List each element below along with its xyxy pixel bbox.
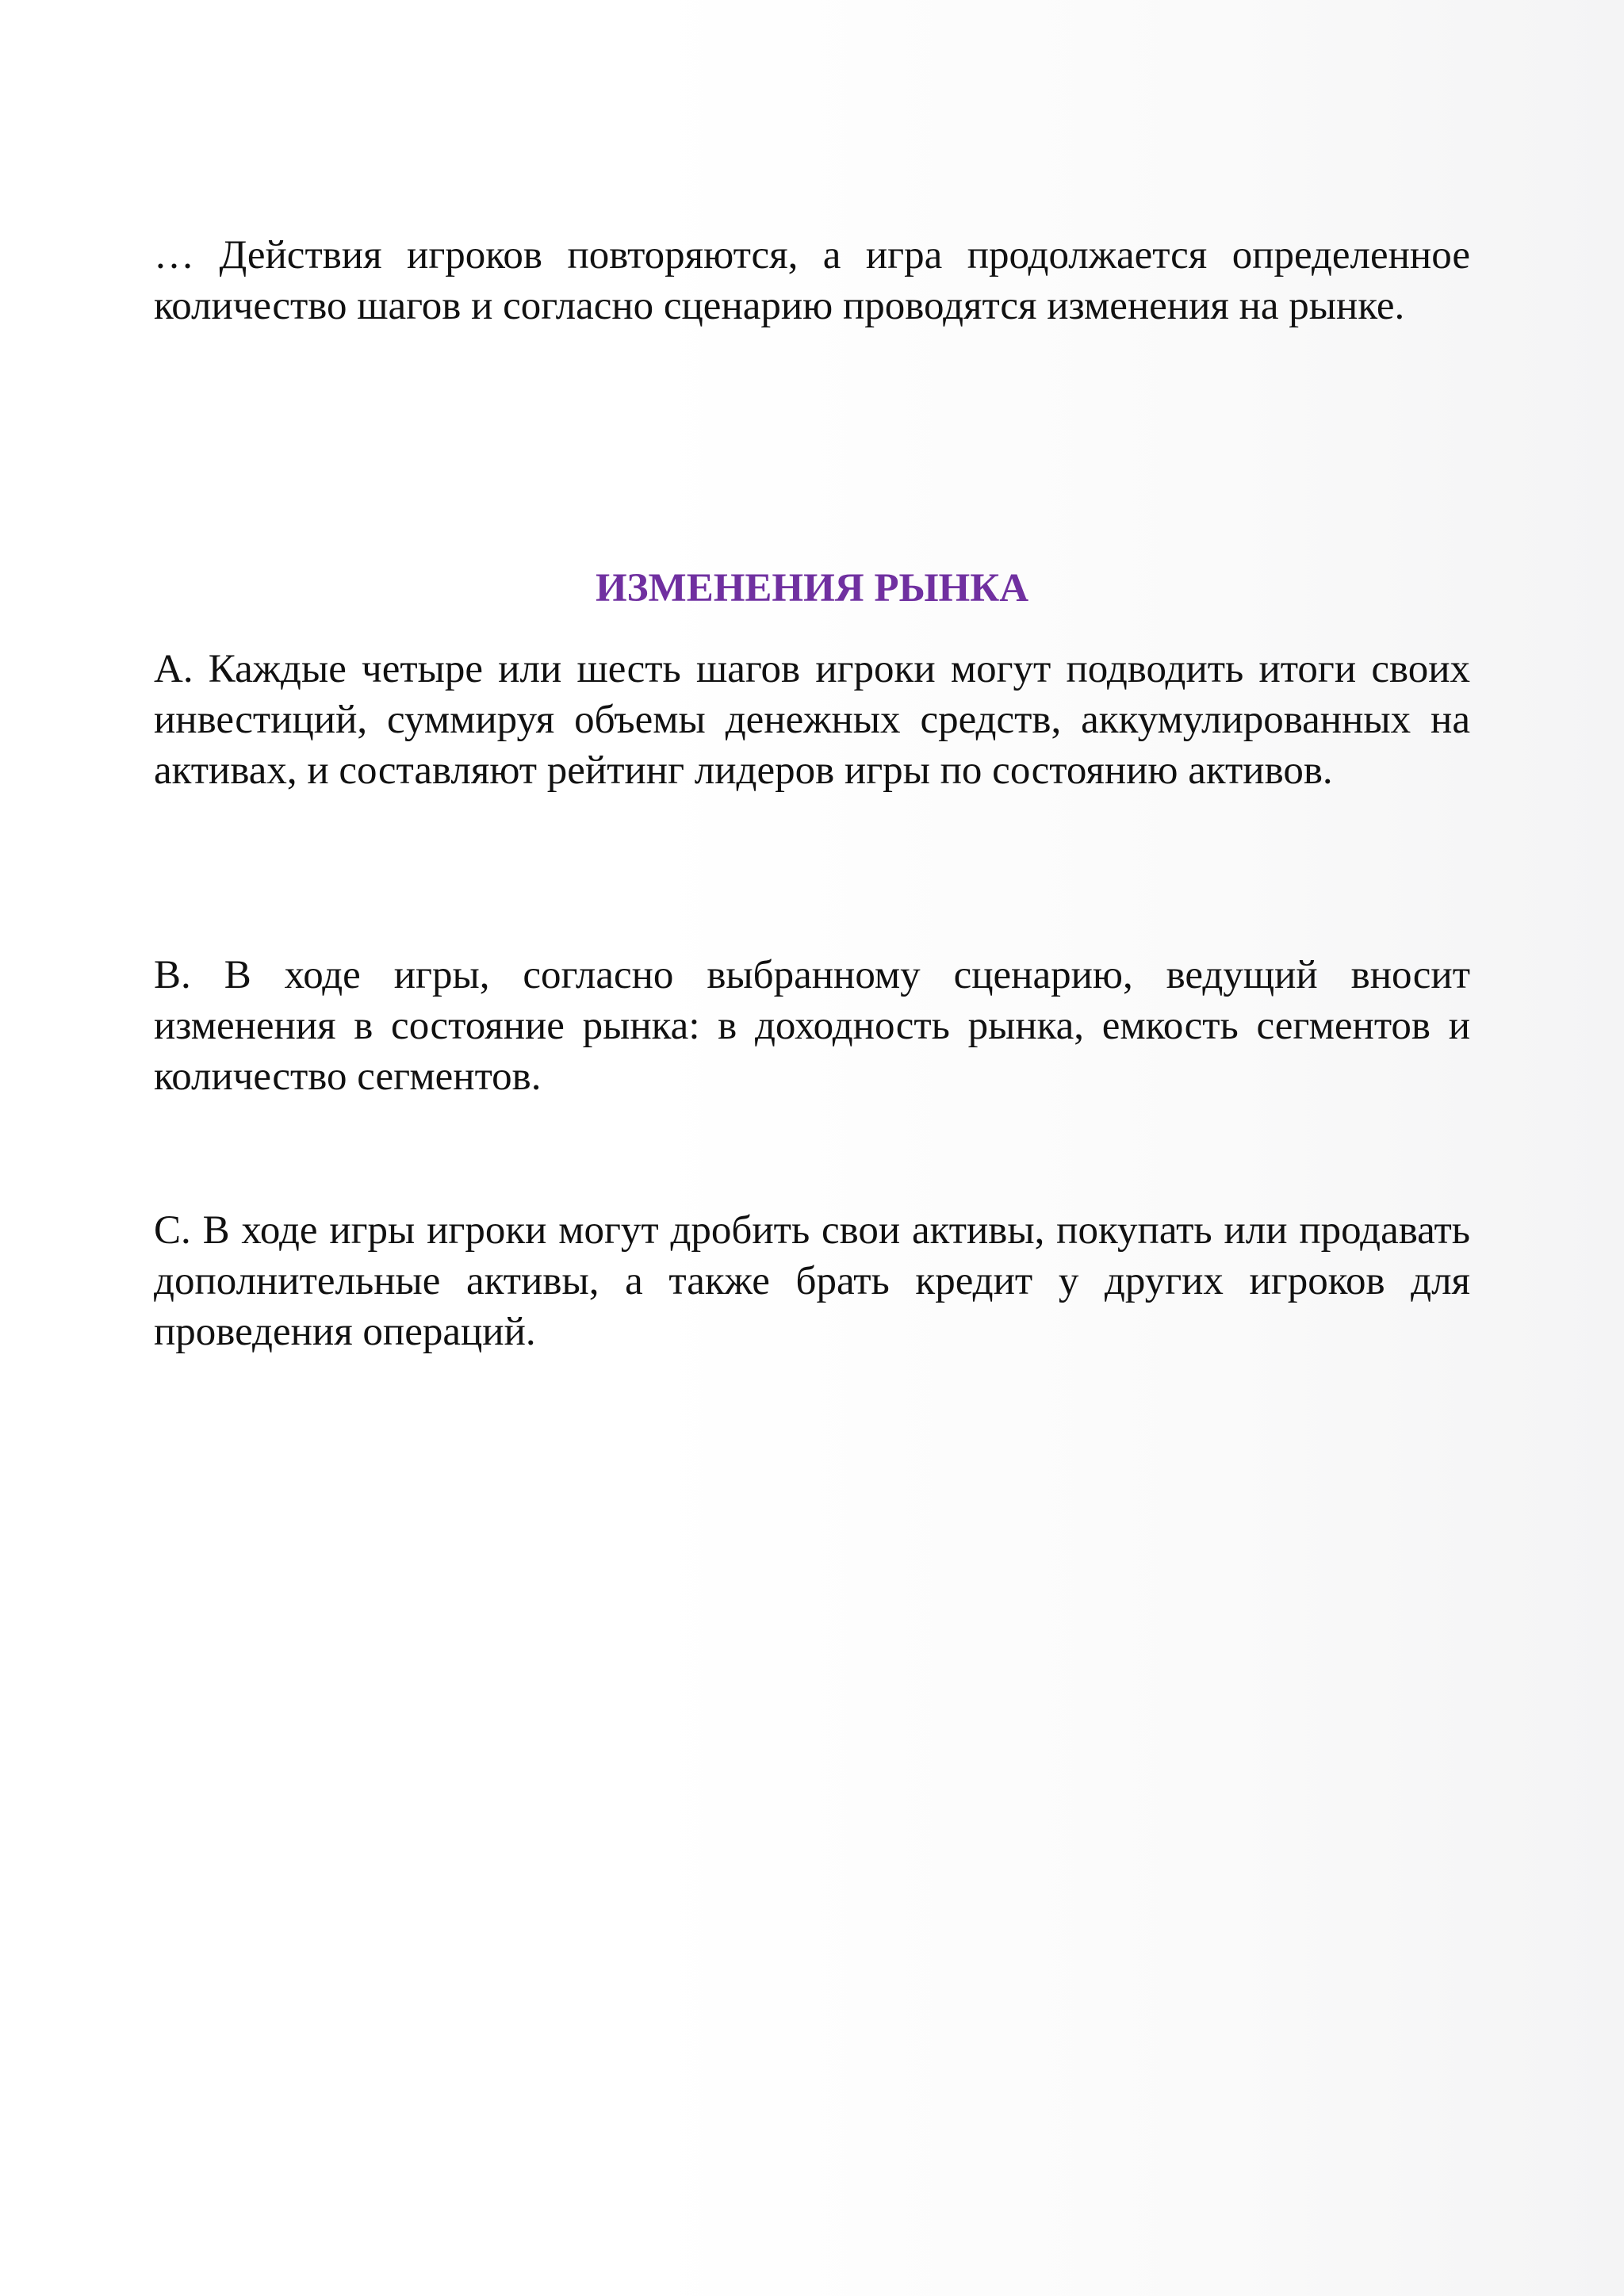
paragraph-a: А. Каждые четыре или шесть шагов игроки могут подводить итоги своих инвестиций, суммируя объемы денежных средств, аккумулированных на активах, и составляют рейтинг лидеров игры по состоянию активов.	[154, 647, 1470, 793]
intro-paragraph: … Действия игроков повторяются, а игра продолжается определенное количество шагов и согласно сценарию проводятся изменения на рынке.	[154, 233, 1470, 328]
paragraph-b: B. В ходе игры, согласно выбранному сценарию, ведущий вносит изменения в состояние рынка: в доходность рынка, емкость сегментов и количество сегментов.	[154, 953, 1470, 1099]
paragraph-c: С. В ходе игры игроки могут дробить свои активы, покупать или продавать дополнительные активы, а также брать кредит у других игроков для проведения операций.	[154, 1208, 1470, 1354]
section-heading: ИЗМЕНЕНИЯ РЫНКА	[595, 566, 1029, 610]
